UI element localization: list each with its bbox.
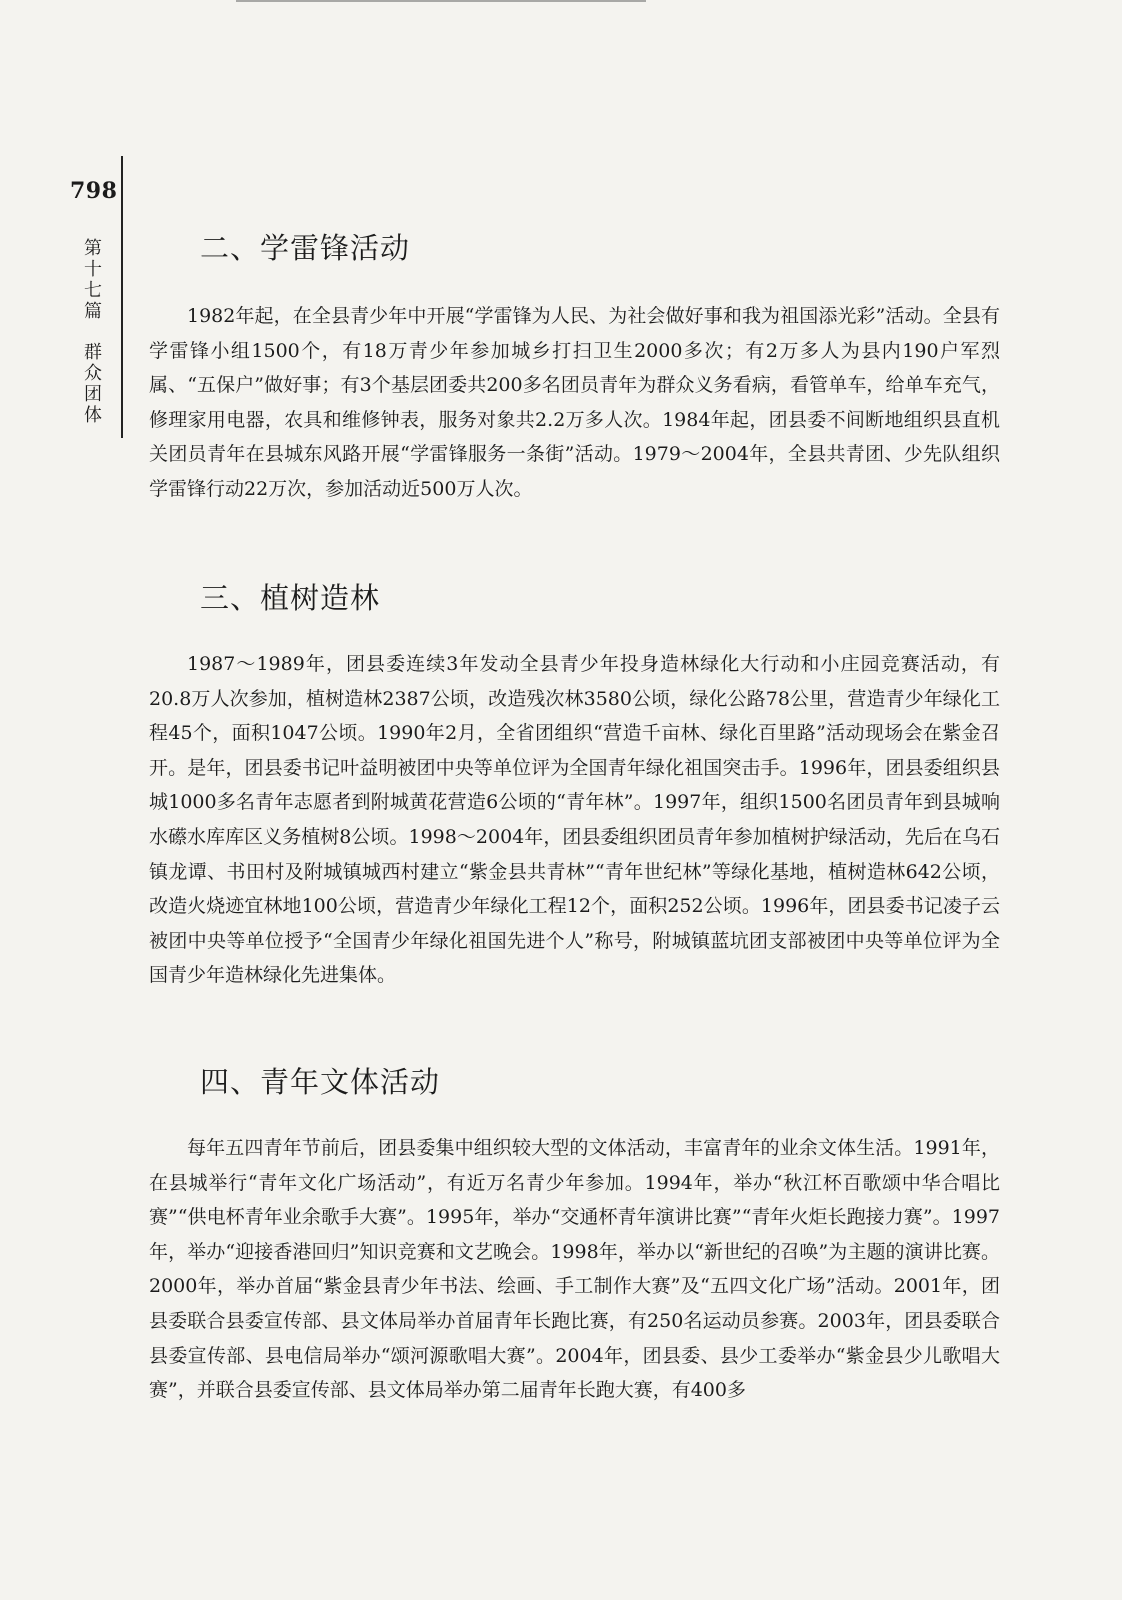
scan-top-mark (236, 0, 646, 8)
running-head-char: 众 (84, 363, 102, 384)
running-head-char: 团 (84, 384, 102, 405)
margin-rule (121, 156, 123, 438)
section-heading-learn-from-leifeng: 二、学雷锋活动 (200, 231, 411, 265)
section-heading-youth-culture-sports: 四、青年文体活动 (200, 1065, 441, 1099)
running-head-char: 群 (84, 342, 102, 363)
section-heading-tree-planting: 三、植树造林 (200, 581, 381, 615)
running-head (80, 238, 106, 426)
section-paragraph-learn-from-leifeng: 1982年起，在全县青少年中开展“学雷锋为人民、为社会做好事和我为祖国添光彩”活动。全县有学雷锋小组1500个，有18万青少年参加城乡打扫卫生2000多次；有2万多人为县内190户军烈属、“五保户”做好事；有3个基层团委共200多名团员青年为群众义务看病，看管单车，给单车充气，修理家用电器，农具和维修钟表，服务对象共2.2万多人次。1984年起，团县委不间断地组织县直机关团员青年在县城东风路开展“学雷锋服务一条街”活动。1979～2004年，全县共青团、少先队组织学雷锋行动22万次，参加活动近500万人次。 (149, 305, 1000, 500)
running-head-char: 篇 (84, 301, 102, 322)
page-number: 798 (70, 178, 118, 204)
running-head-char: 第 (84, 238, 102, 259)
section-paragraph-youth-culture-sports: 每年五四青年节前后，团县委集中组织较大型的文体活动，丰富青年的业余文体生活。1991年，在县城举行“青年文化广场活动”，有近万名青少年参加。1994年，举办“秋江杯百歌颂中华合唱比赛”“供电杯青年业余歌手大赛”。1995年，举办“交通杯青年演讲比赛”“青年火炬长跑接力赛”。1997年，举办“迎接香港回归”知识竞赛和文艺晚会。1998年，举办以“新世纪的召唤”为主题的演讲比赛。2000年，举办首届“紫金县青少年书法、绘画、手工制作大赛”及“五四文化广场”活动。2001年，团县委联合县委宣传部、县文体局举办首届青年长跑比赛，有250名运动员参赛。2003年，团县委联合县委宣传部、县电信局举办“颂河源歌唱大赛”。2004年，团县委、县少工委举办“紫金县少儿歌唱大赛”，并联合县委宣传部、县文体局举办第二届青年长跑大赛，有400多 (149, 1137, 1000, 1402)
running-head-char: 体 (84, 405, 102, 426)
section-paragraph-tree-planting: 1987～1989年，团县委连续3年发动全县青少年投身造林绿化大行动和小庄园竞赛活动，有20.8万人次参加，植树造林2387公顷，改造残次林3580公顷，绿化公路78公里，营造青少年绿化工程45个，面积1047公顷。1990年2月，全省团组织“营造千亩林、绿化百里路”活动现场会在紫金召开。是年，团县委书记叶益明被团中央等单位评为全国青年绿化祖国突击手。1996年，团县委组织县城1000多名青年志愿者到附城黄花营造6公顷的“青年林”。1997年，组织1500名团员青年到县城响水礤水库库区义务植树8公顷。1998～2004年，团县委组织团员青年参加植树护绿活动，先后在乌石镇龙谭、书田村及附城镇城西村建立“紫金县共青林”“青年世纪林”等绿化基地，植树造林642公顷，改造火烧迹宜林地100公顷，营造青少年绿化工程12个，面积252公顷。1996年，团县委书记凌子云被团中央等单位授予“全国青少年绿化祖国先进个人”称号，附城镇蓝坑团支部被团中央等单位评为全国青少年造林绿化先进集体。 (149, 653, 1000, 987)
running-head-char: 十 (84, 259, 102, 280)
running-head-char: 七 (84, 280, 102, 301)
